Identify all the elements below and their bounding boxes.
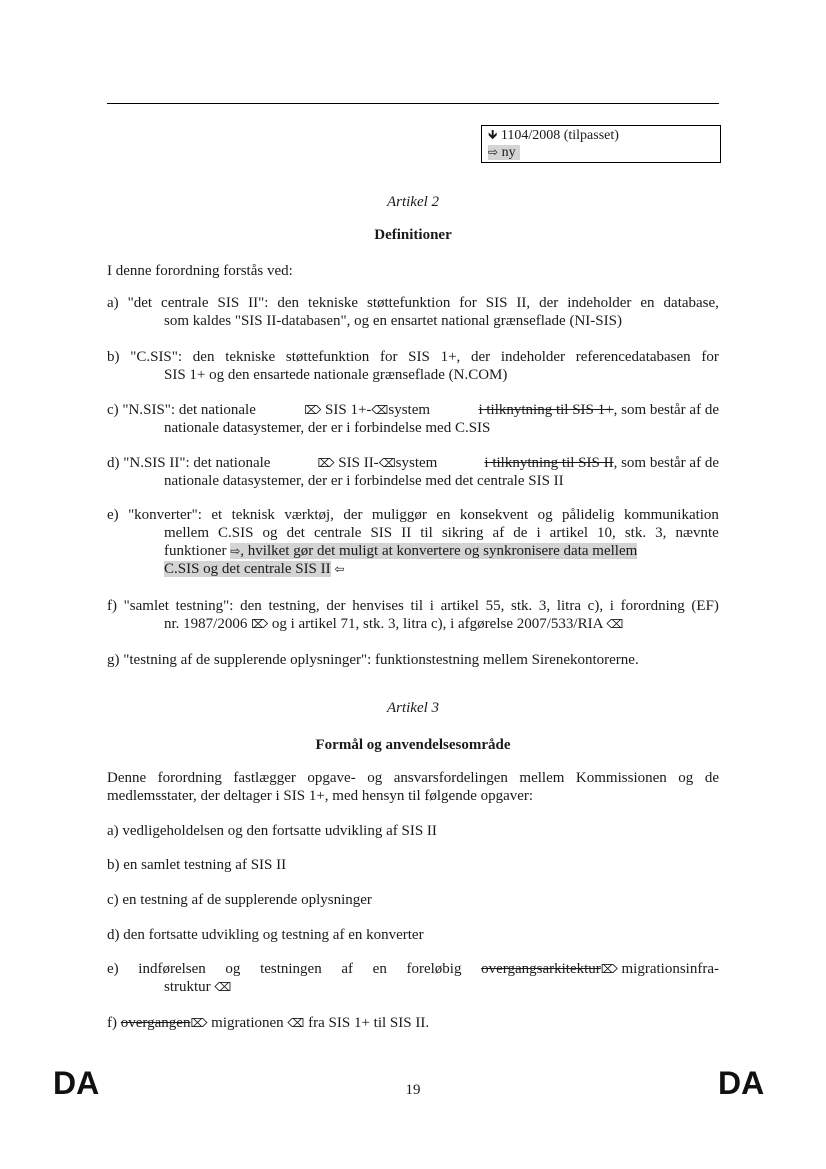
task-a: a) vedligeholdelsen og den fortsatte udvikling af SIS II: [107, 823, 437, 839]
definition-f: [107, 597, 719, 633]
task-f-struck: overgangen: [120, 1015, 191, 1031]
word: "C.SIS":: [130, 349, 183, 365]
word: forordning: [620, 598, 685, 614]
definition-c-struck-wrap: [478, 401, 719, 419]
word: a): [107, 295, 119, 311]
definition-g: [107, 651, 719, 669]
word: der: [539, 295, 559, 311]
definition-d-post: , som består af de: [613, 455, 719, 471]
article-3-intro: Denne forordning fastlægger opgave- og ansvarsfordelingen mellem Kommissionen og de medlemsstater, der deltager i SIS 1+, med hensyn til følgende opgaver:: [107, 770, 719, 804]
definition-c-line2: nationale datasystemer, der er i forbindelse med C.SIS: [164, 420, 491, 436]
new-end-icon: ⇦: [334, 562, 345, 576]
word: den: [277, 295, 300, 311]
word: II":: [248, 295, 269, 311]
word: database,: [663, 295, 719, 311]
task-e-word: foreløbig: [406, 961, 462, 977]
definition-c: [107, 401, 719, 437]
word: litra: [556, 598, 581, 614]
word: indeholder: [500, 349, 566, 365]
word: den: [240, 598, 262, 614]
word: indeholder: [567, 295, 632, 311]
definition-f-line2: [107, 615, 719, 633]
word: stk.: [624, 525, 647, 541]
definition-g-line: g) "testning af de supplerende oplysninger": funktionstestning mellem Sirenekontorerne.: [107, 652, 639, 668]
definition-e-line3-pre: funktioner: [164, 543, 227, 559]
arrow-down-icon: 🡻: [488, 128, 498, 143]
word: SIS: [217, 295, 240, 311]
article-3-number: Artikel 3: [386, 700, 440, 716]
arrow-right-icon: ⇨: [488, 145, 499, 159]
word: C.SIS: [218, 525, 254, 541]
word: værktøj,: [284, 507, 334, 523]
definition-a-line2: som kaldes "SIS II-databasen", og en ensartet national grænseflade (NI-SIS): [164, 313, 622, 329]
insert-start-icon: ⌦: [600, 962, 618, 976]
definition-e-new-text2: C.SIS og det centrale SIS II: [164, 561, 331, 577]
word: artikel: [549, 525, 588, 541]
definition-c-post: , som består af de: [613, 402, 719, 418]
task-e-word: indførelsen: [138, 961, 206, 977]
definition-e-line2: [107, 524, 719, 542]
word: b): [107, 349, 120, 365]
task-f-post: fra SIS 1+ til SIS II.: [308, 1015, 430, 1031]
definition-b: [107, 348, 719, 384]
word: for: [459, 295, 477, 311]
page-number: 19: [405, 1082, 421, 1098]
word: der: [343, 507, 363, 523]
word: nævnte: [675, 525, 719, 541]
delete-end-icon: ⌫: [287, 1016, 305, 1030]
definition-a-line1: [107, 294, 719, 312]
word: et: [211, 507, 223, 523]
definition-f-line2-post: og i artikel 71, stk. 3, litra c), i afgørelse 2007/533/RIA: [271, 616, 603, 632]
reference-regulation: 1104/2008 (tilpasset): [500, 128, 619, 143]
definition-d-line1: [107, 454, 719, 472]
language-code-right: DA: [718, 1065, 765, 1101]
definition-d: [107, 454, 719, 490]
definition-f-line2-pre: nr. 1987/2006: [164, 616, 248, 632]
word: og: [537, 507, 553, 523]
task-f-pre: f): [107, 1015, 117, 1031]
definition-e-line1: [107, 506, 719, 524]
task-b: b) en samlet testning af SIS II: [107, 857, 287, 873]
language-code-left: DA: [53, 1065, 100, 1101]
word: centrale: [313, 525, 362, 541]
task-e-struck: overgangsarkitektur: [481, 961, 601, 977]
definition-f-line1: [107, 597, 719, 615]
article-2-number: Artikel 2: [386, 194, 440, 210]
task-e-word: testningen: [260, 961, 322, 977]
insert-start-icon: ⌦: [304, 403, 322, 417]
definition-d-word: system: [395, 455, 438, 471]
word: for: [701, 349, 719, 365]
word: II: [401, 525, 412, 541]
reference-new-label: [488, 145, 520, 160]
word: og: [262, 525, 278, 541]
task-e-word: en: [372, 961, 387, 977]
reference-line: [488, 128, 714, 144]
definition-b-line1: [107, 348, 719, 366]
word: (EF): [691, 598, 719, 614]
word: SIS: [485, 295, 508, 311]
definition-c-ins-text: SIS 1+-: [325, 402, 372, 418]
word: den: [192, 349, 215, 365]
definition-d-pre: d) "N.SIS II": det nationale: [107, 455, 271, 471]
word: støttefunktion: [285, 349, 370, 365]
delete-end-icon: ⌫: [214, 980, 232, 994]
word: 3,: [538, 598, 551, 614]
word: SIS: [370, 525, 393, 541]
word: SIS: [408, 349, 430, 365]
definition-d-struck-wrap: [484, 454, 719, 472]
task-e-word: e): [107, 961, 119, 977]
word: i: [536, 525, 541, 541]
word: til: [420, 525, 433, 541]
word: c),: [587, 598, 604, 614]
definition-b-line2: SIS 1+ og den ensartede nationale grænseflade (N.COM): [164, 367, 508, 383]
definition-c-word: system: [388, 402, 431, 418]
definition-a: [107, 294, 719, 330]
word: en: [640, 295, 655, 311]
task-e-line1: [107, 960, 719, 978]
task-e-word: af: [341, 961, 354, 977]
word: "det: [127, 295, 153, 311]
task-d: d) den fortsatte udvikling og testning af en konverter: [107, 927, 424, 943]
task-e: [107, 960, 719, 996]
word: 3,: [655, 525, 667, 541]
word: stk.: [510, 598, 533, 614]
word: støttefunktion: [367, 295, 451, 311]
task-e-struck-wrap: [481, 960, 719, 978]
delete-end-icon: ⌫: [371, 403, 389, 417]
definition-e-line3: [107, 542, 719, 560]
word: muliggør: [371, 507, 427, 523]
definition-c-pre: c) "N.SIS": det nationale: [107, 402, 256, 418]
word: 55,: [485, 598, 505, 614]
word: henvises: [352, 598, 404, 614]
word: 10,: [597, 525, 616, 541]
word: i: [609, 598, 614, 614]
task-f: [107, 1014, 719, 1032]
word: i: [429, 598, 434, 614]
word: til: [410, 598, 424, 614]
word: pålidelig: [562, 507, 615, 523]
article-2-title: Definitioner: [374, 227, 452, 243]
definition-e-new-text: , hvilket gør det muligt at konvertere og synkronisere data mellem: [240, 543, 638, 559]
definition-c-struck: i tilknytning til SIS 1+: [478, 402, 614, 418]
word: f): [107, 598, 117, 614]
word: 1+,: [440, 349, 461, 365]
definition-d-ins: [318, 454, 438, 472]
insert-start-icon: ⌦: [190, 1016, 208, 1030]
word: en: [436, 507, 451, 523]
insert-start-icon: ⌦: [317, 456, 335, 470]
reference-new-text: ny: [501, 145, 516, 160]
task-e-word: migrationsinfra-: [621, 961, 719, 977]
new-start-icon: ⇨: [230, 544, 241, 558]
word: "samlet: [123, 598, 169, 614]
word: der: [471, 349, 491, 365]
delete-end-icon: ⌫: [606, 617, 624, 631]
definition-e: [107, 506, 719, 578]
reference-box: [481, 125, 721, 163]
insert-start-icon: ⌦: [251, 617, 269, 631]
task-e-line2-text: struktur: [164, 979, 211, 995]
article-2-intro: I denne forordning forstås ved:: [107, 263, 293, 279]
definition-d-ins-text: SIS II-: [338, 455, 379, 471]
word: kommunikation: [623, 507, 719, 523]
task-e-word: og: [225, 961, 241, 977]
reference-new-line: [488, 144, 714, 161]
definition-c-ins: [304, 401, 430, 419]
word: for: [379, 349, 398, 365]
definition-e-line4: [107, 560, 719, 578]
word: e): [107, 507, 119, 523]
task-f-mid: migrationen: [211, 1015, 284, 1031]
word: sikring: [441, 525, 484, 541]
word: tekniske: [225, 349, 276, 365]
delete-end-icon: ⌫: [378, 456, 396, 470]
word: der: [326, 598, 346, 614]
word: af: [492, 525, 505, 541]
word: II,: [516, 295, 531, 311]
definition-c-line1: [107, 401, 719, 419]
definition-d-line2: nationale datasystemer, der er i forbindelse med det centrale SIS II: [164, 473, 564, 489]
word: tekniske: [308, 295, 359, 311]
header-rule: [107, 103, 719, 104]
word: "konverter":: [128, 507, 202, 523]
word: centrale: [161, 295, 209, 311]
word: testning,: [268, 598, 320, 614]
word: konsekvent: [459, 507, 529, 523]
word: referencedatabasen: [575, 349, 691, 365]
task-c: c) en testning af de supplerende oplysninger: [107, 892, 372, 908]
word: det: [286, 525, 305, 541]
word: teknisk: [231, 507, 275, 523]
word: artikel: [440, 598, 479, 614]
article-3-title: Formål og anvendelsesområde: [315, 737, 511, 753]
definition-d-struck: i tilknytning til SIS II: [484, 455, 614, 471]
word: de: [513, 525, 528, 541]
task-e-line2: [107, 978, 719, 996]
word: testning":: [175, 598, 234, 614]
word: mellem: [164, 525, 209, 541]
definition-e-new: [230, 543, 637, 559]
